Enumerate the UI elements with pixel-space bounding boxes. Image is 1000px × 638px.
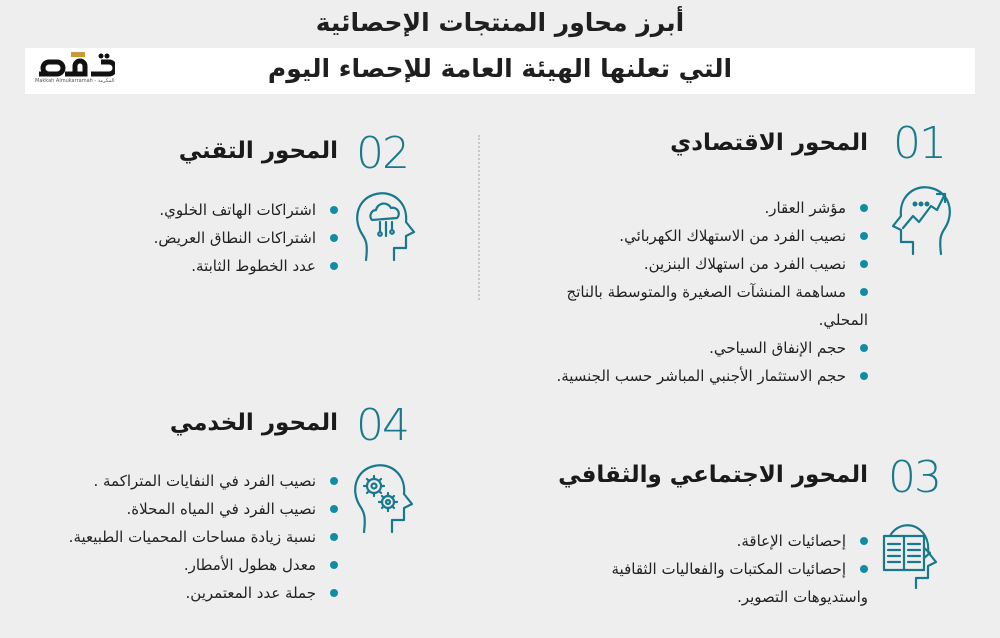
list-item-continuation: واستديوهات التصوير. (737, 588, 868, 606)
subtitle-band (25, 48, 975, 94)
bullet-icon (860, 204, 868, 212)
list-item: نسبة زيادة مساحات المحميات الطبيعية. (69, 523, 338, 551)
axis-title-social-cultural: المحور الاجتماعي والثقافي (558, 462, 868, 488)
bullet-icon (330, 589, 338, 597)
list-item: نصيب الفرد من استهلاك البنزين. (556, 250, 868, 278)
list-item: معدل هطول الأمطار. (69, 551, 338, 579)
axis-number-03: 03 (888, 452, 940, 503)
column-divider (478, 135, 480, 300)
page-title: أبرز محاور المنتجات الإحصائية (315, 8, 685, 37)
list-item: نصيب الفرد من الاستهلاك الكهربائي. (556, 222, 868, 250)
axis-number-02: 02 (356, 128, 408, 179)
logo-mark-icon (35, 50, 115, 80)
bullet-icon (860, 260, 868, 268)
axis-list-technical (154, 196, 338, 280)
bullet-icon (330, 533, 338, 541)
axis-number-04: 04 (356, 400, 408, 451)
bullet-icon (860, 372, 868, 380)
bullet-icon (330, 561, 338, 569)
head-growth-chart-icon (885, 180, 957, 262)
bullet-icon (860, 537, 868, 545)
list-item: إحصائيات المكتبات والفعاليات الثقافية (612, 555, 868, 583)
list-item: نصيب الفرد في المياه المحلاة. (69, 495, 338, 523)
list-item: مؤشر العقار. (556, 194, 868, 222)
bullet-icon (860, 565, 868, 573)
bullet-icon (860, 288, 868, 296)
bullet-icon (860, 232, 868, 240)
list-item: جملة عدد المعتمرين. (69, 579, 338, 607)
head-gears-icon (348, 458, 420, 540)
bullet-icon (330, 477, 338, 485)
axis-number-01: 01 (893, 118, 945, 169)
list-item: نصيب الفرد في النفايات المتراكمة . (69, 467, 338, 495)
axis-title-technical: المحور التقني (178, 138, 338, 164)
axis-list-services (69, 467, 338, 607)
head-book-icon (880, 518, 952, 594)
list-item: عدد الخطوط الثابتة. (154, 252, 338, 280)
bullet-icon (330, 262, 338, 270)
list-item-continuation: المحلي. (818, 311, 868, 329)
list-item: حجم الإنفاق السياحي. (556, 334, 868, 362)
logo-caption: Makkah Almukarramah - المكرمة (35, 78, 115, 84)
axis-list-economic (556, 194, 868, 390)
axis-list-social-cultural (612, 527, 868, 611)
list-item: إحصائيات الإعاقة. (612, 527, 868, 555)
bullet-icon (330, 505, 338, 513)
makkah-logo (35, 50, 115, 94)
bullet-icon (330, 206, 338, 214)
list-item: مساهمة المنشآت الصغيرة والمتوسطة بالناتج (556, 278, 868, 306)
bullet-icon (860, 344, 868, 352)
axis-title-services: المحور الخدمي (169, 410, 338, 436)
page-subtitle: التي تعلنها الهيئة العامة للإحصاء اليوم (267, 54, 733, 83)
axis-title-economic: المحور الاقتصادي (670, 130, 868, 156)
list-item: اشتراكات الهاتف الخلوي. (154, 196, 338, 224)
list-item: حجم الاستثمار الأجنبي المباشر حسب الجنسية. (556, 362, 868, 390)
head-cloud-icon (350, 186, 420, 268)
bullet-icon (330, 234, 338, 242)
list-item: اشتراكات النطاق العريض. (154, 224, 338, 252)
